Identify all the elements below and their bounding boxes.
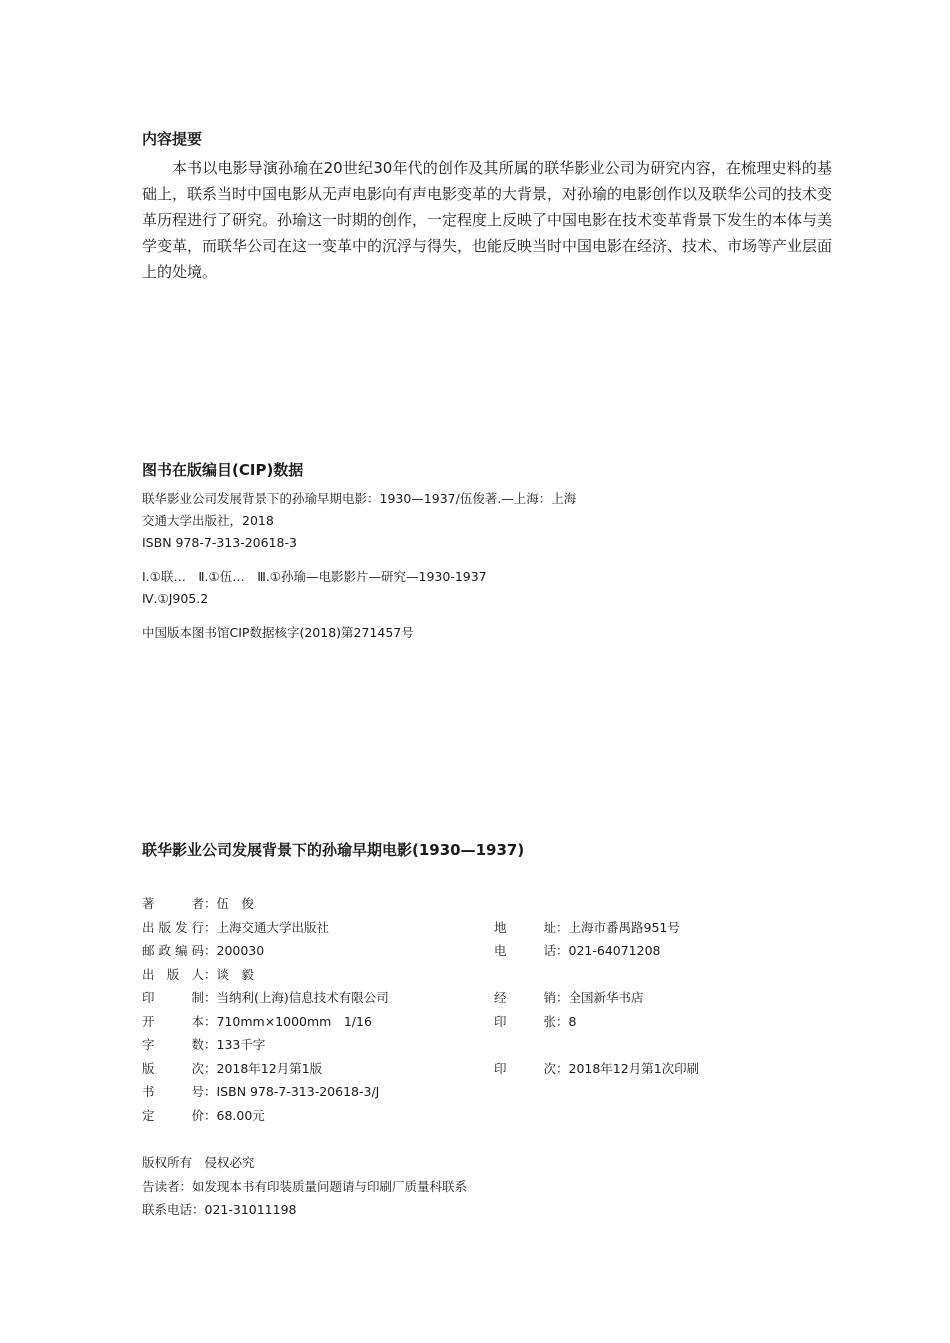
row-label: 地址 xyxy=(494,919,556,935)
rights-line: 版权所有 侵权必究 xyxy=(142,1155,255,1170)
colophon-row xyxy=(142,939,822,963)
row-label: 印制 xyxy=(142,990,204,1005)
summary-section xyxy=(142,128,832,285)
row-label: 著者 xyxy=(142,896,204,911)
cip-line: ISBN 978-7-313-20618-3 xyxy=(142,535,297,550)
row-label: 出版发行 xyxy=(142,919,204,935)
row-value: ：全国新华书店 xyxy=(556,990,644,1005)
cip-line: 中国版本图书馆CIP数据核字(2018)第271457号 xyxy=(142,625,414,640)
cip-line: 交通大学出版社，2018 xyxy=(142,513,274,528)
row-label: 字数 xyxy=(142,1037,204,1052)
row-value: ：8 xyxy=(556,1013,577,1029)
cip-line: Ⅰ.①联… Ⅱ.①伍… Ⅲ.①孙瑜—电影影片—研究—1930-1937 xyxy=(142,569,487,584)
row-value: ：68.00元 xyxy=(204,1107,265,1123)
colophon-row xyxy=(142,892,822,916)
row-label: 版次 xyxy=(142,1060,204,1076)
row-value: ：021-64071208 xyxy=(556,943,661,958)
rights-line: 联系电话：021-31011198 xyxy=(142,1202,297,1217)
cip-line: Ⅳ.①J905.2 xyxy=(142,591,209,606)
colophon-row xyxy=(142,1033,822,1057)
row-value: ：上海交通大学出版社 xyxy=(204,919,330,935)
colophon-row xyxy=(142,1080,822,1104)
cip-line: 联华影业公司发展背景下的孙瑜早期电影：1930—1937/伍俊著.—上海：上海 xyxy=(142,491,577,506)
row-value: ：133千字 xyxy=(204,1037,266,1052)
cip-section xyxy=(142,459,792,644)
row-label: 印次 xyxy=(494,1060,556,1076)
rights-line: 告读者：如发现本书有印装质量问题请与印刷厂质量科联系 xyxy=(142,1178,468,1194)
row-label: 定价 xyxy=(142,1107,204,1123)
row-label: 书号 xyxy=(142,1084,204,1099)
colophon-row xyxy=(142,1010,822,1034)
row-value: ：当纳利(上海)信息技术有限公司 xyxy=(204,990,389,1005)
row-value: ：200030 xyxy=(204,943,265,958)
row-label: 开本 xyxy=(142,1013,204,1029)
row-value: ：上海市番禺路951号 xyxy=(556,919,680,935)
row-value: ：2018年12月第1次印刷 xyxy=(556,1060,700,1076)
summary-body: 本书以电影导演孙瑜在20世纪30年代的创作及其所属的联华影业公司为研究内容，在梳理史料的基础上，联系当时中国电影从无声电影向有声电影变革的大背景，对孙瑜的电影创作以及联华公司的技术变革历程进行了研究。孙瑜这一时期的创作，一定程度上反映了中国电影在技术变革背景下发生的本体与美学变革，而联华公司在这一变革中的沉浮与得失，也能反映当时中国电影在经济、技术、市场等产业层面上的处境。 xyxy=(142,159,833,281)
colophon-row xyxy=(142,1057,822,1081)
row-value: ：ISBN 978-7-313-20618-3/J xyxy=(204,1084,380,1099)
row-label: 出版人 xyxy=(142,966,204,982)
cip-title: 图书在版编目(CIP)数据 xyxy=(142,461,304,479)
row-label: 邮政编码 xyxy=(142,943,204,958)
colophon-row xyxy=(142,963,822,987)
row-label: 经销 xyxy=(494,990,556,1005)
row-label: 印张 xyxy=(494,1013,556,1029)
colophon-row xyxy=(142,1104,822,1128)
colophon-section xyxy=(142,839,822,1127)
row-value: ：伍 俊 xyxy=(204,896,255,911)
book-title: 联华影业公司发展背景下的孙瑜早期电影(1930—1937) xyxy=(142,841,525,859)
row-value: ：710mm×1000mm 1/16 xyxy=(204,1013,372,1029)
colophon-row xyxy=(142,916,822,940)
row-value: ：2018年12月第1版 xyxy=(204,1060,323,1076)
colophon-row xyxy=(142,986,822,1010)
summary-title: 内容提要 xyxy=(142,130,203,148)
row-label: 电话 xyxy=(494,943,556,958)
row-value: ：谈 毅 xyxy=(204,966,255,982)
rights-section xyxy=(142,1151,742,1222)
